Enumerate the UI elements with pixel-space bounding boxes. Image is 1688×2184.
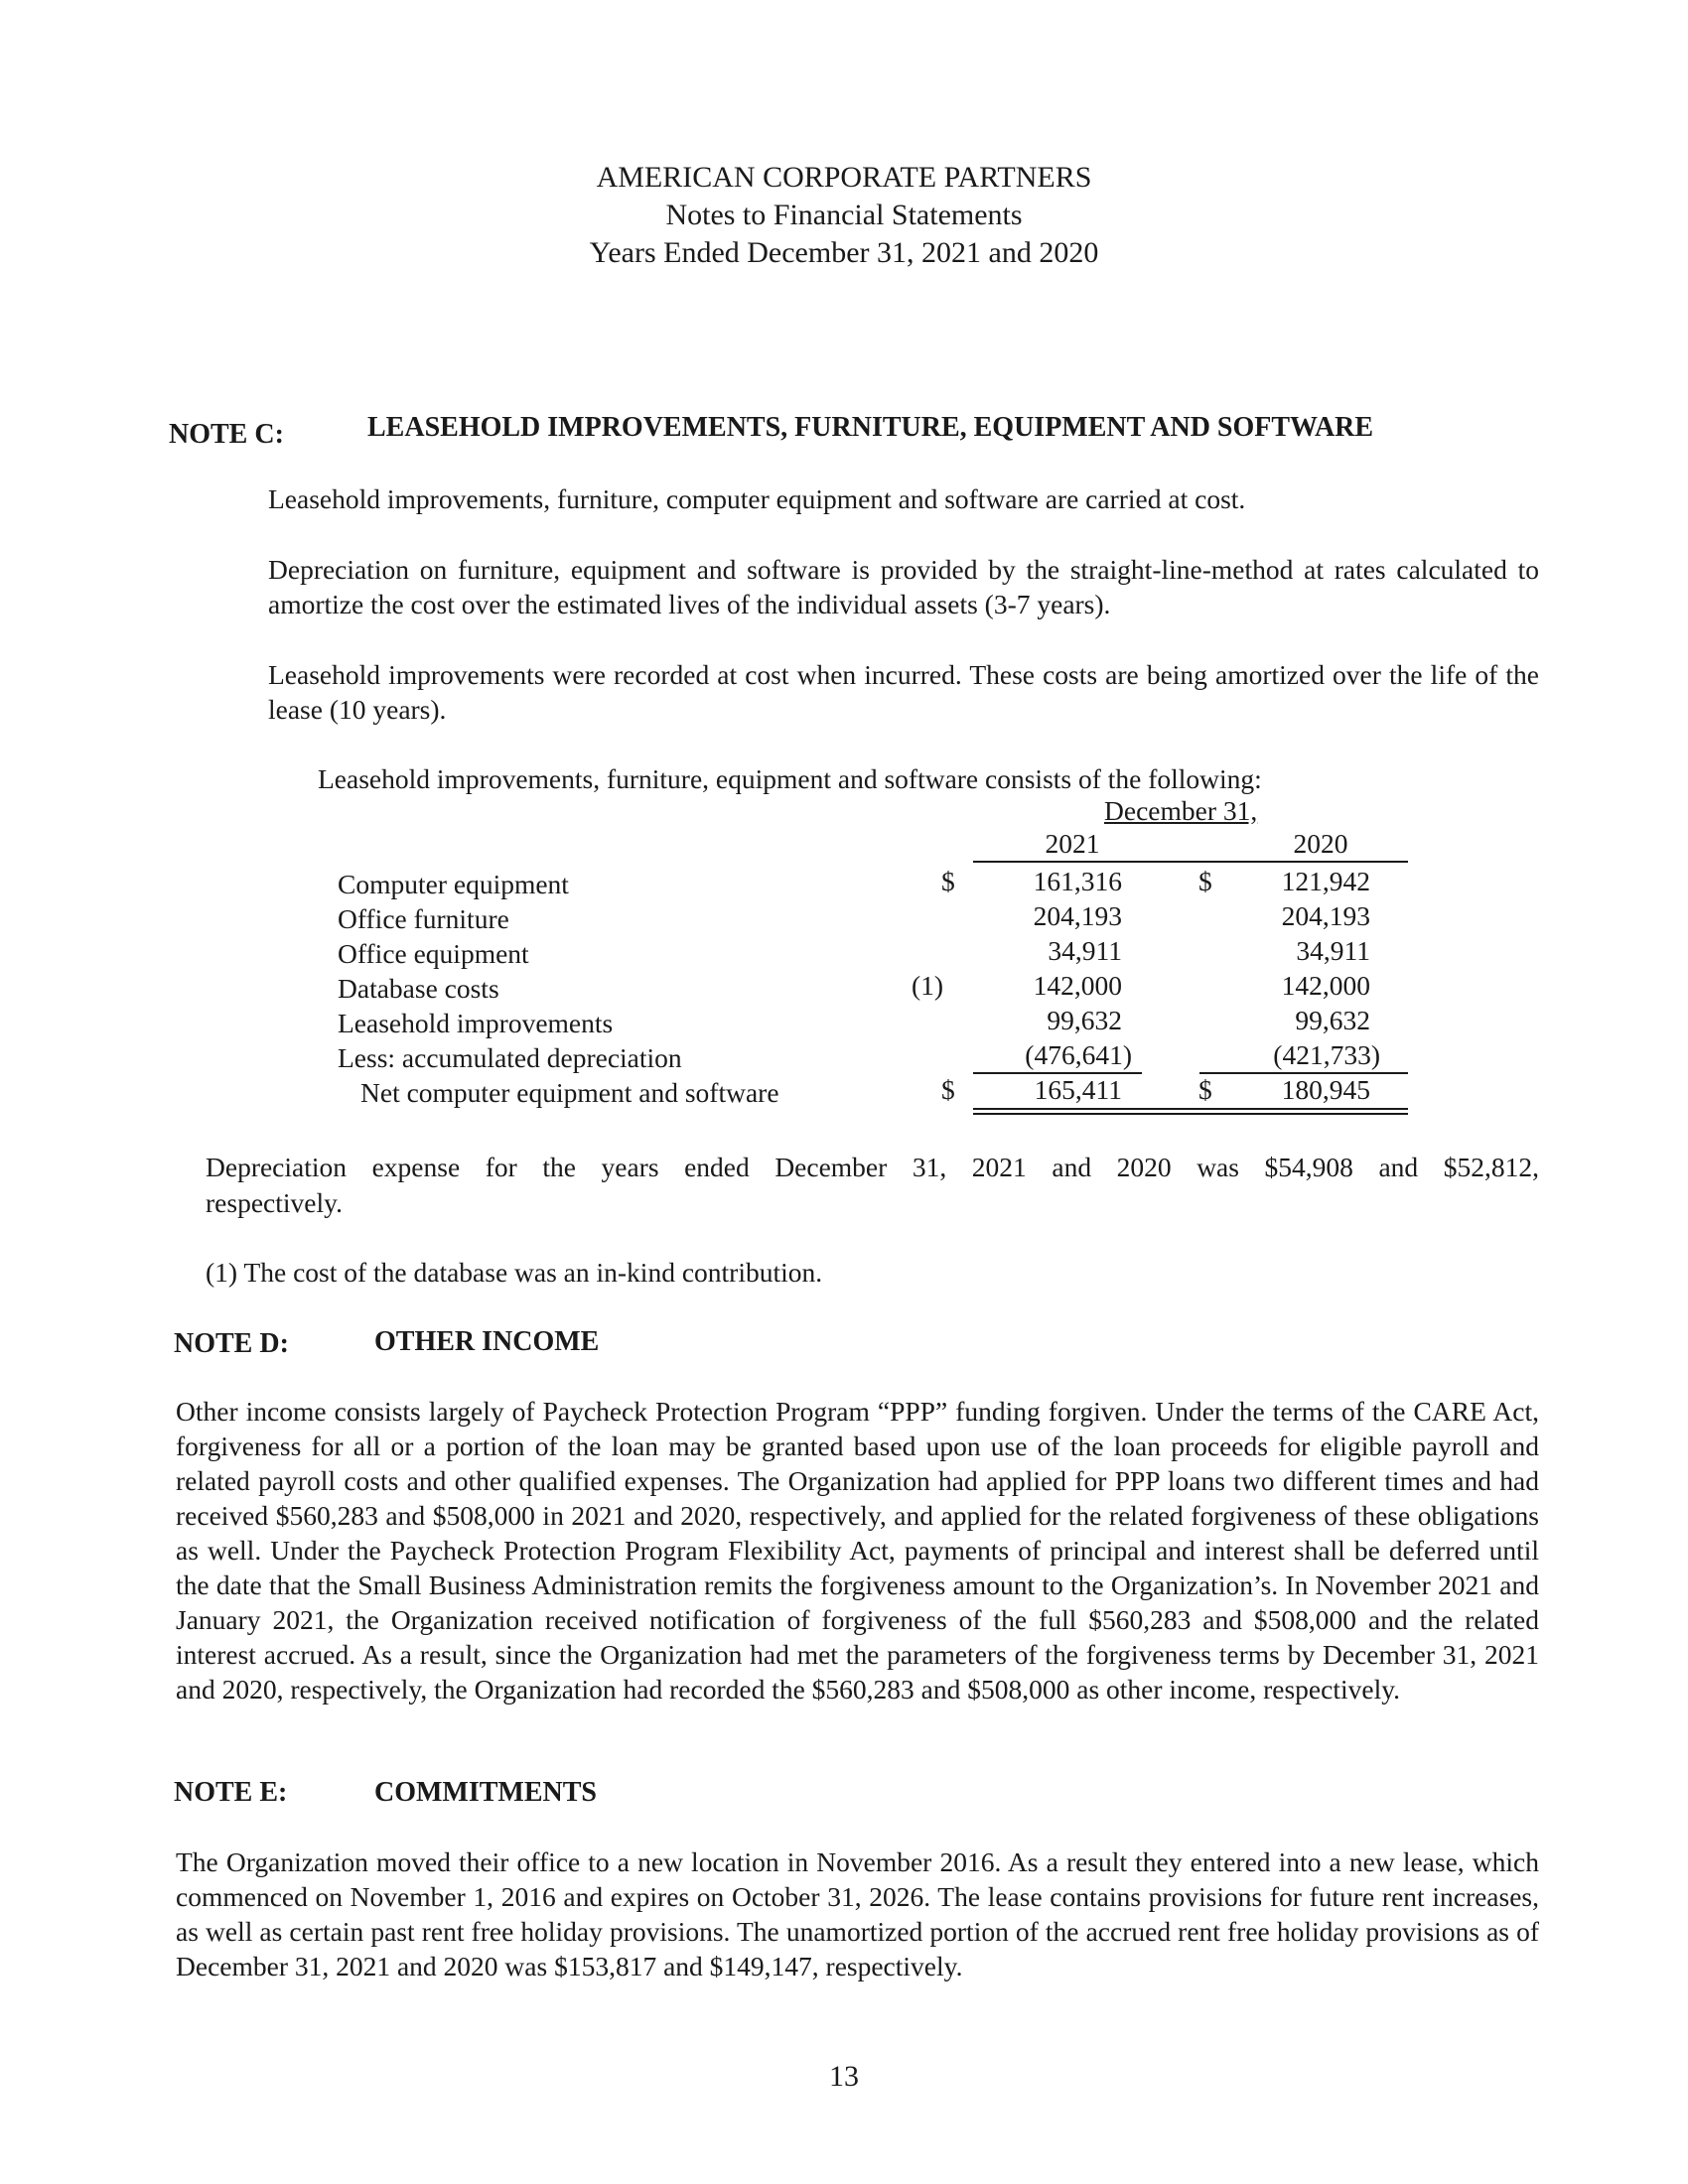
value-2021: 34,911 (1048, 935, 1122, 966)
table-row-label: Less: accumulated depreciation (338, 1042, 682, 1073)
table-row-label: Office furniture (338, 903, 509, 934)
footnote-marker: (1) (912, 970, 944, 1001)
value-2021: 99,632 (1047, 1005, 1122, 1035)
doc-subtitle: Notes to Financial Statements (665, 199, 1023, 231)
currency-symbol: $ (1198, 1074, 1212, 1105)
value-2021: 161,316 (1033, 866, 1122, 896)
page-number: 13 (829, 2060, 859, 2093)
total-2020: 180,945 (1281, 1074, 1370, 1105)
table-row-label: Office equipment (338, 938, 529, 969)
value-2020: (421,733) (1273, 1039, 1380, 1070)
table-row-label: Database costs (338, 973, 499, 1004)
depreciation-line-1: Depreciation expense for the years ended December 31, 2021 and 2020 was $54,908 and $52,812, (206, 1152, 1539, 1182)
col-header-2021: 2021 (1045, 828, 1100, 859)
value-2020: 204,193 (1281, 900, 1370, 931)
total-2021: 165,411 (1034, 1074, 1122, 1105)
value-2021: 204,193 (1033, 900, 1122, 931)
currency-symbol: $ (1198, 866, 1212, 896)
depreciation-line-2: respectively. (206, 1187, 343, 1218)
value-2021: (476,641) (1025, 1039, 1132, 1070)
table-period-header: December 31, (1104, 795, 1258, 826)
value-2020: 121,942 (1281, 866, 1370, 896)
currency-symbol: $ (941, 1074, 955, 1105)
currency-symbol: $ (941, 866, 955, 896)
doc-period: Years Ended December 31, 2021 and 2020 (589, 236, 1099, 269)
value-2021: 142,000 (1033, 970, 1122, 1001)
table-total-label: Net computer equipment and software (360, 1077, 779, 1108)
note-d-title: OTHER INCOME (374, 1326, 600, 1357)
value-2020: 99,632 (1295, 1005, 1370, 1035)
table-row-label: Computer equipment (338, 869, 569, 899)
table-intro: Leasehold improvements, furniture, equipment and software consists of the following: (318, 763, 1262, 794)
note-e-title: COMMITMENTS (374, 1777, 597, 1808)
note-c-paragraph-3: Leasehold improvements were recorded at cost when incurred. These costs are being amortized over the life of the lease (10 years). (268, 659, 1539, 725)
note-d-id: NOTE D: (174, 1328, 289, 1359)
note-c-id: NOTE C: (169, 419, 284, 450)
note-c-title: LEASEHOLD IMPROVEMENTS, FURNITURE, EQUIPMENT AND SOFTWARE (367, 412, 1374, 443)
value-2020: 34,911 (1296, 935, 1370, 966)
header-rule (973, 861, 1408, 863)
note-d-paragraph: Other income consists largely of Paycheck Protection Program “PPP” funding forgiven. Under the terms of the CARE Act, forgiveness for all or a portion of the loan may be granted based upon use of the loan proceeds for eligible payroll and related payroll costs and other qualified expenses. The Organization had applied for PPP loans two different times and had received $560,283 and $508,000 in 2021 and 2020, respectively, and applied for the related forgiveness of these obligations as well. Under the Paycheck Protection Program Flexibility Act, payments of principal and interest shall be deferred until the date that the Small Business Administration remits the forgiveness amount to the Organization’s. In November 2021 and January 2021, the Organization received notification of forgiveness of the full $560,283 and $508,000 and the related interest accrued. As a result, since the Organization had met the parameters of the forgiveness terms by December 31, 2021 and 2020, respectively, the Organization had recorded the $560,283 and $508,000 as other income, respectively. (176, 1396, 1539, 1705)
note-e-id: NOTE E: (174, 1777, 288, 1808)
table-row-label: Leasehold improvements (338, 1008, 614, 1038)
note-e-paragraph: The Organization moved their office to a new location in November 2016. As a result they entered into a new lease, which commenced on November 1, 2016 and expires on October 31, 2026. The lease contains provisions for future rent increases, as well as certain past rent free holiday provisions. The unamortized portion of the accrued rent free holiday provisions as of December 31, 2021 and 2020 was $153,817 and $149,147, respectively. (176, 1846, 1539, 1981)
total-double-rule-top (973, 1108, 1408, 1110)
note-c-paragraph-1: Leasehold improvements, furniture, computer equipment and software are carried at cost. (268, 483, 1246, 514)
value-2020: 142,000 (1281, 970, 1370, 1001)
footnote-text: (1) The cost of the database was an in-kind contribution. (206, 1257, 823, 1288)
col-header-2020: 2020 (1293, 828, 1348, 859)
org-name: AMERICAN CORPORATE PARTNERS (596, 161, 1092, 194)
total-double-rule-bottom (973, 1113, 1408, 1115)
note-c-paragraph-2: Depreciation on furniture, equipment and software is provided by the straight-line-method at rates calculated to amortize the cost over the estimated lives of the individual assets (3-7 years). (268, 554, 1539, 619)
